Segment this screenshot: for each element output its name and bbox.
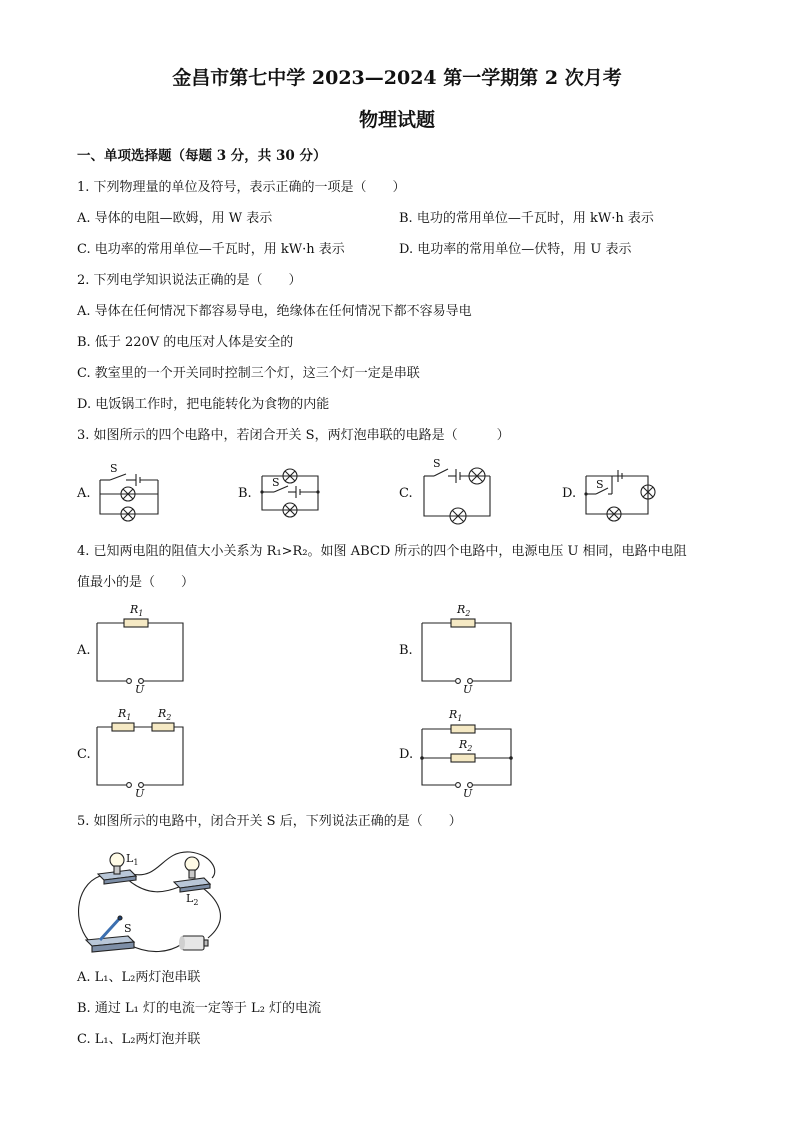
q3-circuit-c [420, 458, 496, 524]
q1-option-b[interactable]: B. 电功的常用单位—千瓦时，用 kW·h 表示 [399, 211, 654, 226]
q4-label-a[interactable]: A. [77, 643, 91, 658]
q2-option-a[interactable]: A. 导体在任何情况下都容易导电，绝缘体在任何情况下都不容易导电 [77, 304, 472, 319]
q4b-u-label: U [463, 683, 473, 696]
exam-subtitle: 物理试题 [358, 109, 435, 131]
q5-option-c[interactable]: C. L₁、L₂两灯泡并联 [77, 1032, 201, 1047]
q3-label-c[interactable]: C. [399, 486, 413, 501]
q4c-r1-label: $R_1$ [118, 707, 132, 722]
q4a-r1-label: $R_1$ [130, 603, 144, 618]
q4-label-d[interactable]: D. [399, 747, 414, 762]
exam-title: 金昌市第七中学 2023—2024 第一学期第 2 次月考 [172, 67, 622, 89]
q4a-u-label: U [135, 683, 145, 696]
q5-option-a[interactable]: A. L₁、L₂两灯泡串联 [77, 970, 201, 985]
q4d-r1-label: $R_1$ [449, 708, 463, 723]
q3-stem: 3. 如图所示的四个电路中，若闭合开关 S，两灯泡串联的电路是（ ） [77, 428, 510, 443]
q1-option-d[interactable]: D. 电功率的常用单位—伏特，用 U 表示 [399, 242, 632, 257]
q3-circuit-b [258, 464, 322, 520]
q4-circuit-b [419, 600, 515, 696]
q1-option-c[interactable]: C. 电功率的常用单位—千瓦时，用 kW·h 表示 [77, 242, 345, 257]
q5-stem: 5. 如图所示的电路中，闭合开关 S 后，下列说法正确的是（ ） [77, 814, 462, 829]
q4b-r2-label: $R_2$ [457, 603, 471, 618]
q5-l1-label: $L_1$ [126, 852, 139, 867]
q2-stem: 2. 下列电学知识说法正确的是（ ） [77, 273, 302, 288]
q4-circuit-c [94, 704, 186, 800]
q4d-u-label: U [463, 787, 473, 800]
q3c-switch-label: S [433, 457, 441, 470]
section-heading: 一、单项选择题（每题 3 分，共 30 分） [77, 148, 327, 164]
q4-label-b[interactable]: B. [399, 643, 413, 658]
q4c-r2-label: $R_2$ [158, 707, 172, 722]
q5-option-b[interactable]: B. 通过 L₁ 灯的电流一定等于 L₂ 灯的电流 [77, 1001, 322, 1016]
q1-option-a[interactable]: A. 导体的电阻—欧姆，用 W 表示 [77, 211, 273, 226]
q4-label-c[interactable]: C. [77, 747, 91, 762]
q3-label-a[interactable]: A. [77, 486, 91, 501]
q4-circuit-d [419, 700, 515, 800]
q4c-u-label: U [135, 787, 145, 800]
q3-label-b[interactable]: B. [238, 486, 252, 501]
q2-option-d[interactable]: D. 电饭锅工作时，把电能转化为食物的内能 [77, 397, 330, 412]
q4-stem-line1: 4. 已知两电阻的阻值大小关系为 R₁>R₂。如图 ABCD 所示的四个电路中，电源电压 U 相同，电路中电阻 [77, 544, 687, 559]
q5-circuit-illustration [70, 840, 250, 956]
q2-option-c[interactable]: C. 教室里的一个开关同时控制三个灯，这三个灯一定是串联 [77, 366, 420, 381]
q2-option-b[interactable]: B. 低于 220V 的电压对人体是安全的 [77, 335, 294, 350]
q3-circuit-d [582, 464, 662, 524]
q3-circuit-a [96, 462, 166, 522]
q5-s-label: S [124, 922, 132, 935]
q5-l2-label: $L_2$ [186, 892, 199, 907]
q4-circuit-a [94, 600, 186, 696]
q4-stem-line2: 值最小的是（ ） [77, 575, 195, 590]
q1-stem: 1. 下列物理量的单位及符号，表示正确的一项是（ ） [77, 180, 406, 195]
q3d-switch-label: S [596, 478, 604, 491]
q4d-r2-label: $R_2$ [459, 738, 473, 753]
q3a-switch-label: S [110, 462, 118, 475]
q3-label-d[interactable]: D. [562, 486, 577, 501]
q3b-switch-label: S [272, 476, 280, 489]
